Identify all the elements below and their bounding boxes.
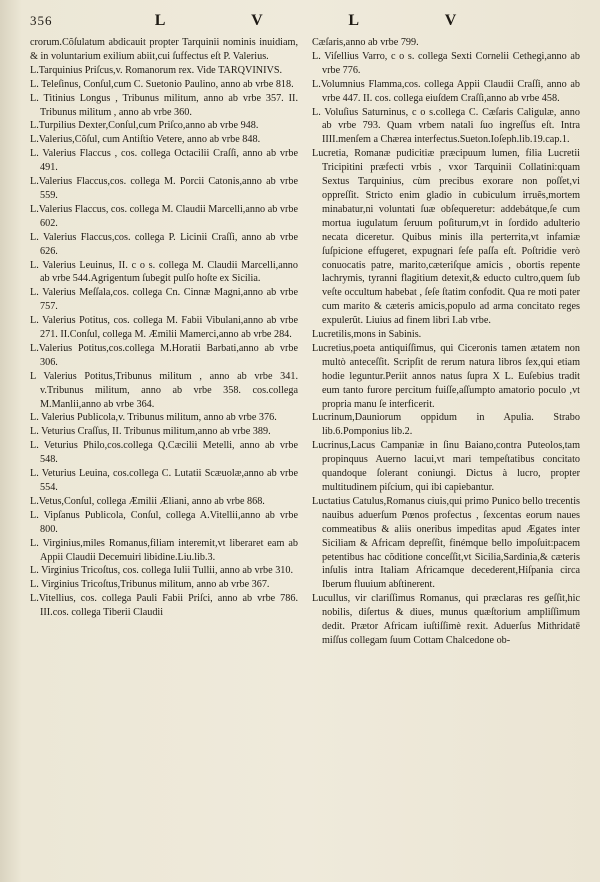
dictionary-entry: L.Turpilius Dexter,Conſul,cum Priſco,anno ab vrbe 948. bbox=[30, 120, 259, 132]
dictionary-entry: L.Valerius,Cõſul, cum Antiſtio Vetere, anno ab vrbe 848. bbox=[30, 134, 261, 146]
dictionary-entry: Lucullus, vir clariſſimus Romanus, qui præclaras res geſſit,hic nobilis, diſertus & diues, munus quæſtorium ampliſſimum dedit. Prætor Africam iuſtiſſimè rexit. Aduerſus Mithridatē miſſus collegam ſuum Cottam Chalcedone ob- bbox=[312, 593, 580, 646]
dictionary-entry: L. Valerius Meſſala,cos. collega Cn. Cinnæ Magni,anno ab vrbe 757. bbox=[30, 287, 298, 313]
dictionary-entry: L. Virginius Tricoſtus, cos. collega Iulii Tullii, anno ab vrbe 310. bbox=[30, 565, 294, 577]
header-letter-v: V bbox=[251, 12, 264, 29]
dictionary-entry: L.Volumnius Flamma,cos. collega Appii Claudii Craſſi, anno ab vrbe 447. II. cos. collega eiuſdem Craſſi,anno ab vrbe 458. bbox=[312, 78, 580, 104]
dictionary-entry: L.Vitellius, cos. collega Pauli Fabii Priſci, anno ab vrbe 786. III.cos. collega Tiberii Claudii bbox=[30, 593, 298, 619]
dictionary-entry: L. Teleſinus, Conſul,cum C. Suetonio Paulino, anno ab vrbe 818. bbox=[30, 78, 294, 90]
dictionary-entry: L. Virginius,miles Romanus,filiam interemit,vt liberaret eam ab Appii Claudii Decemuiri libidine.Liu.lib.3. bbox=[30, 537, 298, 563]
dictionary-entry: Lucretius,poeta antiquiſſimus, qui Ciceronis tamen ætatem non multò anteceſſit. Scripſit de rerum natura libros ſex,qui etiam hodie leguntur.Periit annos natus ſupra X L. Euſebius tradit eum tanto furore percitum fuiſſe,aſſumpto amatorio poculo ,vt propria manu ſe interficerit. bbox=[312, 342, 580, 410]
header-letter-v-right: V bbox=[444, 12, 458, 29]
dictionary-entry: L.Vetus,Conſul, collega Æmilii Æliani, anno ab vrbe 868. bbox=[30, 495, 265, 507]
page-number: 356 bbox=[30, 13, 53, 28]
dictionary-entry: L. Valerius Potitus, cos. collega M. Fabii Vibulani,anno ab vrbe 271. II.Conſul, collega M. Æmilii Mamerci,anno ab vrbe 284. bbox=[30, 315, 298, 341]
dictionary-entry: L. Veturius Philo,cos.collega Q.Cæcilii Metelli, anno ab vrbe 548. bbox=[30, 440, 298, 466]
dictionary-entry: L. Veturius Leuina, cos.collega C. Lutatii Scæuolæ,anno ab vrbe 554. bbox=[30, 468, 298, 493]
dictionary-entry: Lucrinus,Lacus Campaniæ in ſinu Baiano,contra Puteolos,tam propinquus Auerno lacui,vt mari tempeſtatibus concitato quandoque ſolerant coniungi. Dictus à lucro, propter multitudinem piſcium, qui ibi capiebantur. bbox=[312, 440, 580, 493]
dictionary-entry: L. Virginius Tricoſtus,Tribunus militum, anno ab vrbe 367. bbox=[30, 579, 270, 591]
dictionary-entry: L Valerius Potitus,Tribunus militum , anno ab vrbe 341. v.Tribunus militum, anno ab vrbe 358. cos.collega M.Manlii,anno ab vrbe 364. bbox=[30, 370, 298, 410]
dictionary-entry: L. Valerius Leuinus, II. c o s. collega M. Claudii Marcelli,anno ab vrbe 544.Agrigentum ſubegit pulſo hoſte ex Sicilia. bbox=[30, 259, 298, 285]
dictionary-entry: L.Tarquinius Priſcus,v. Romanorum rex. Vide TARQVINIVS. bbox=[30, 64, 283, 76]
dictionary-entry: Lucretilis,mons in Sabinis. bbox=[312, 329, 422, 341]
dictionary-entry: L.Valerius Potitus,cos.collega M.Horatii Barbati,anno ab vrbe 306. bbox=[30, 342, 298, 368]
left-column bbox=[30, 36, 298, 620]
dictionary-entry: L. Vipſanus Publicola, Conſul, collega A.Vitellii,anno ab vrbe 800. bbox=[30, 509, 298, 535]
dictionary-entry: crorum.Cõſulatum abdicauit propter Tarquinii nominis inuidiam, & in voluntarium exilium abiit,cui ſuffectus eſt P. Valerius. bbox=[30, 37, 298, 62]
dictionary-entry: L.Valerius Flaccus,cos. collega M. Porcii Catonis,anno ab vrbe 559. bbox=[30, 176, 298, 201]
header-letter-l-right: L bbox=[348, 12, 361, 29]
dictionary-entry: L. Viſellius Varro, c o s. collega Sexti Cornelii Cethegi,anno ab vrbe 776. bbox=[312, 50, 580, 76]
dictionary-entry: Lucretia, Romanæ pudicitiæ præcipuum lumen, filia Lucretii Tricipitini præfecti vrbis , vxor Tarquinii Collatini:quam Sextus Tarquinius, cùm precibus exorare non poſſet,vi oppreſſit. Stricto enim gladio in cubiculum irruẽs,mortem minabatur,ni voluntati ſuæ obſequeretur: addebátque,ſe cum mortua iugulatum ſeruum poſiturum,vt in ſordido adulterio necata diceretur. Quibus minis illa perterrita,vt infamiæ ſuſpicione effugeret, expugnari ſeſe paſſa eſt. Poſtridie verò conuocatis patre, marito,cæteriſque amicis , obortis repente lachrymis, tyranni flagitium detexit,& educto cultro,quem ſub veſte occultum habebat , ſeſe ſtatim confodit. Qua re moti pater cum marito & cæteris amicis,populo ad arma concitato reges expulerũt. Liuius ad finem libri I.ab vrbe. bbox=[312, 148, 580, 327]
dictionary-entry: L.Valerius Flaccus, cos. collega M. Claudii Marcelli,anno ab vrbe 602. bbox=[30, 203, 298, 229]
dictionary-entry: L. Valerius Flaccus , cos. collega Octacilii Craſſi, anno ab vrbe 491. bbox=[30, 148, 298, 174]
dictionary-entry: L. Valerius Publicola,v. Tribunus militum, anno ab vrbe 376. bbox=[30, 412, 277, 424]
dictionary-entry: Cæſaris,anno ab vrbe 799. bbox=[312, 37, 419, 48]
right-column bbox=[312, 36, 580, 648]
dictionary-entry: L. Valerius Flaccus,cos. collega P. Licinii Craſſi, anno ab vrbe 626. bbox=[30, 231, 298, 257]
dictionary-entry: L. Voluſius Saturninus, c o s.collega C. Cæſaris Caligulæ, anno ab vrbe 793. Quam vrbem natali ſuo ingreſſus eſt. Intra IIII.menſem a Chærea interfectus.Sueton.Ioſeph.lib.19.cap.1. bbox=[312, 106, 580, 146]
dictionary-entry: L. Veturius Craſſus, II. Tribunus militum,anno ab vrbe 389. bbox=[30, 426, 271, 438]
dictionary-entry: L. Titinius Longus , Tribunus militum, anno ab vrbe 357. II. Tribunus militum , anno ab vrbe 360. bbox=[30, 92, 298, 118]
running-header bbox=[30, 12, 582, 36]
dictionary-entry: Lucrinum,Dauniorum oppidum in Apulia. Strabo lib.6.Pomponius lib.2. bbox=[312, 412, 580, 438]
dictionary-entry: Luctatius Catulus,Romanus ciuis,qui primo Punico bello trecentis nauibus aduerſum Pœnos profectus , ſexcentas eorum naues commeatibus & aliis oneribus impeditas apud Ægates inter Siciliam & Africam depreſſit, finémque bello impoſuit:pacem petentibus hac cõditione conceſſit,vt Sicilia,Sardinia,& cæteris inſulis intra Italiam Africamque decederent,Hiſpania circa Iberum fluuium abſtinerent. bbox=[312, 495, 580, 591]
header-letter-l: L bbox=[154, 12, 167, 29]
